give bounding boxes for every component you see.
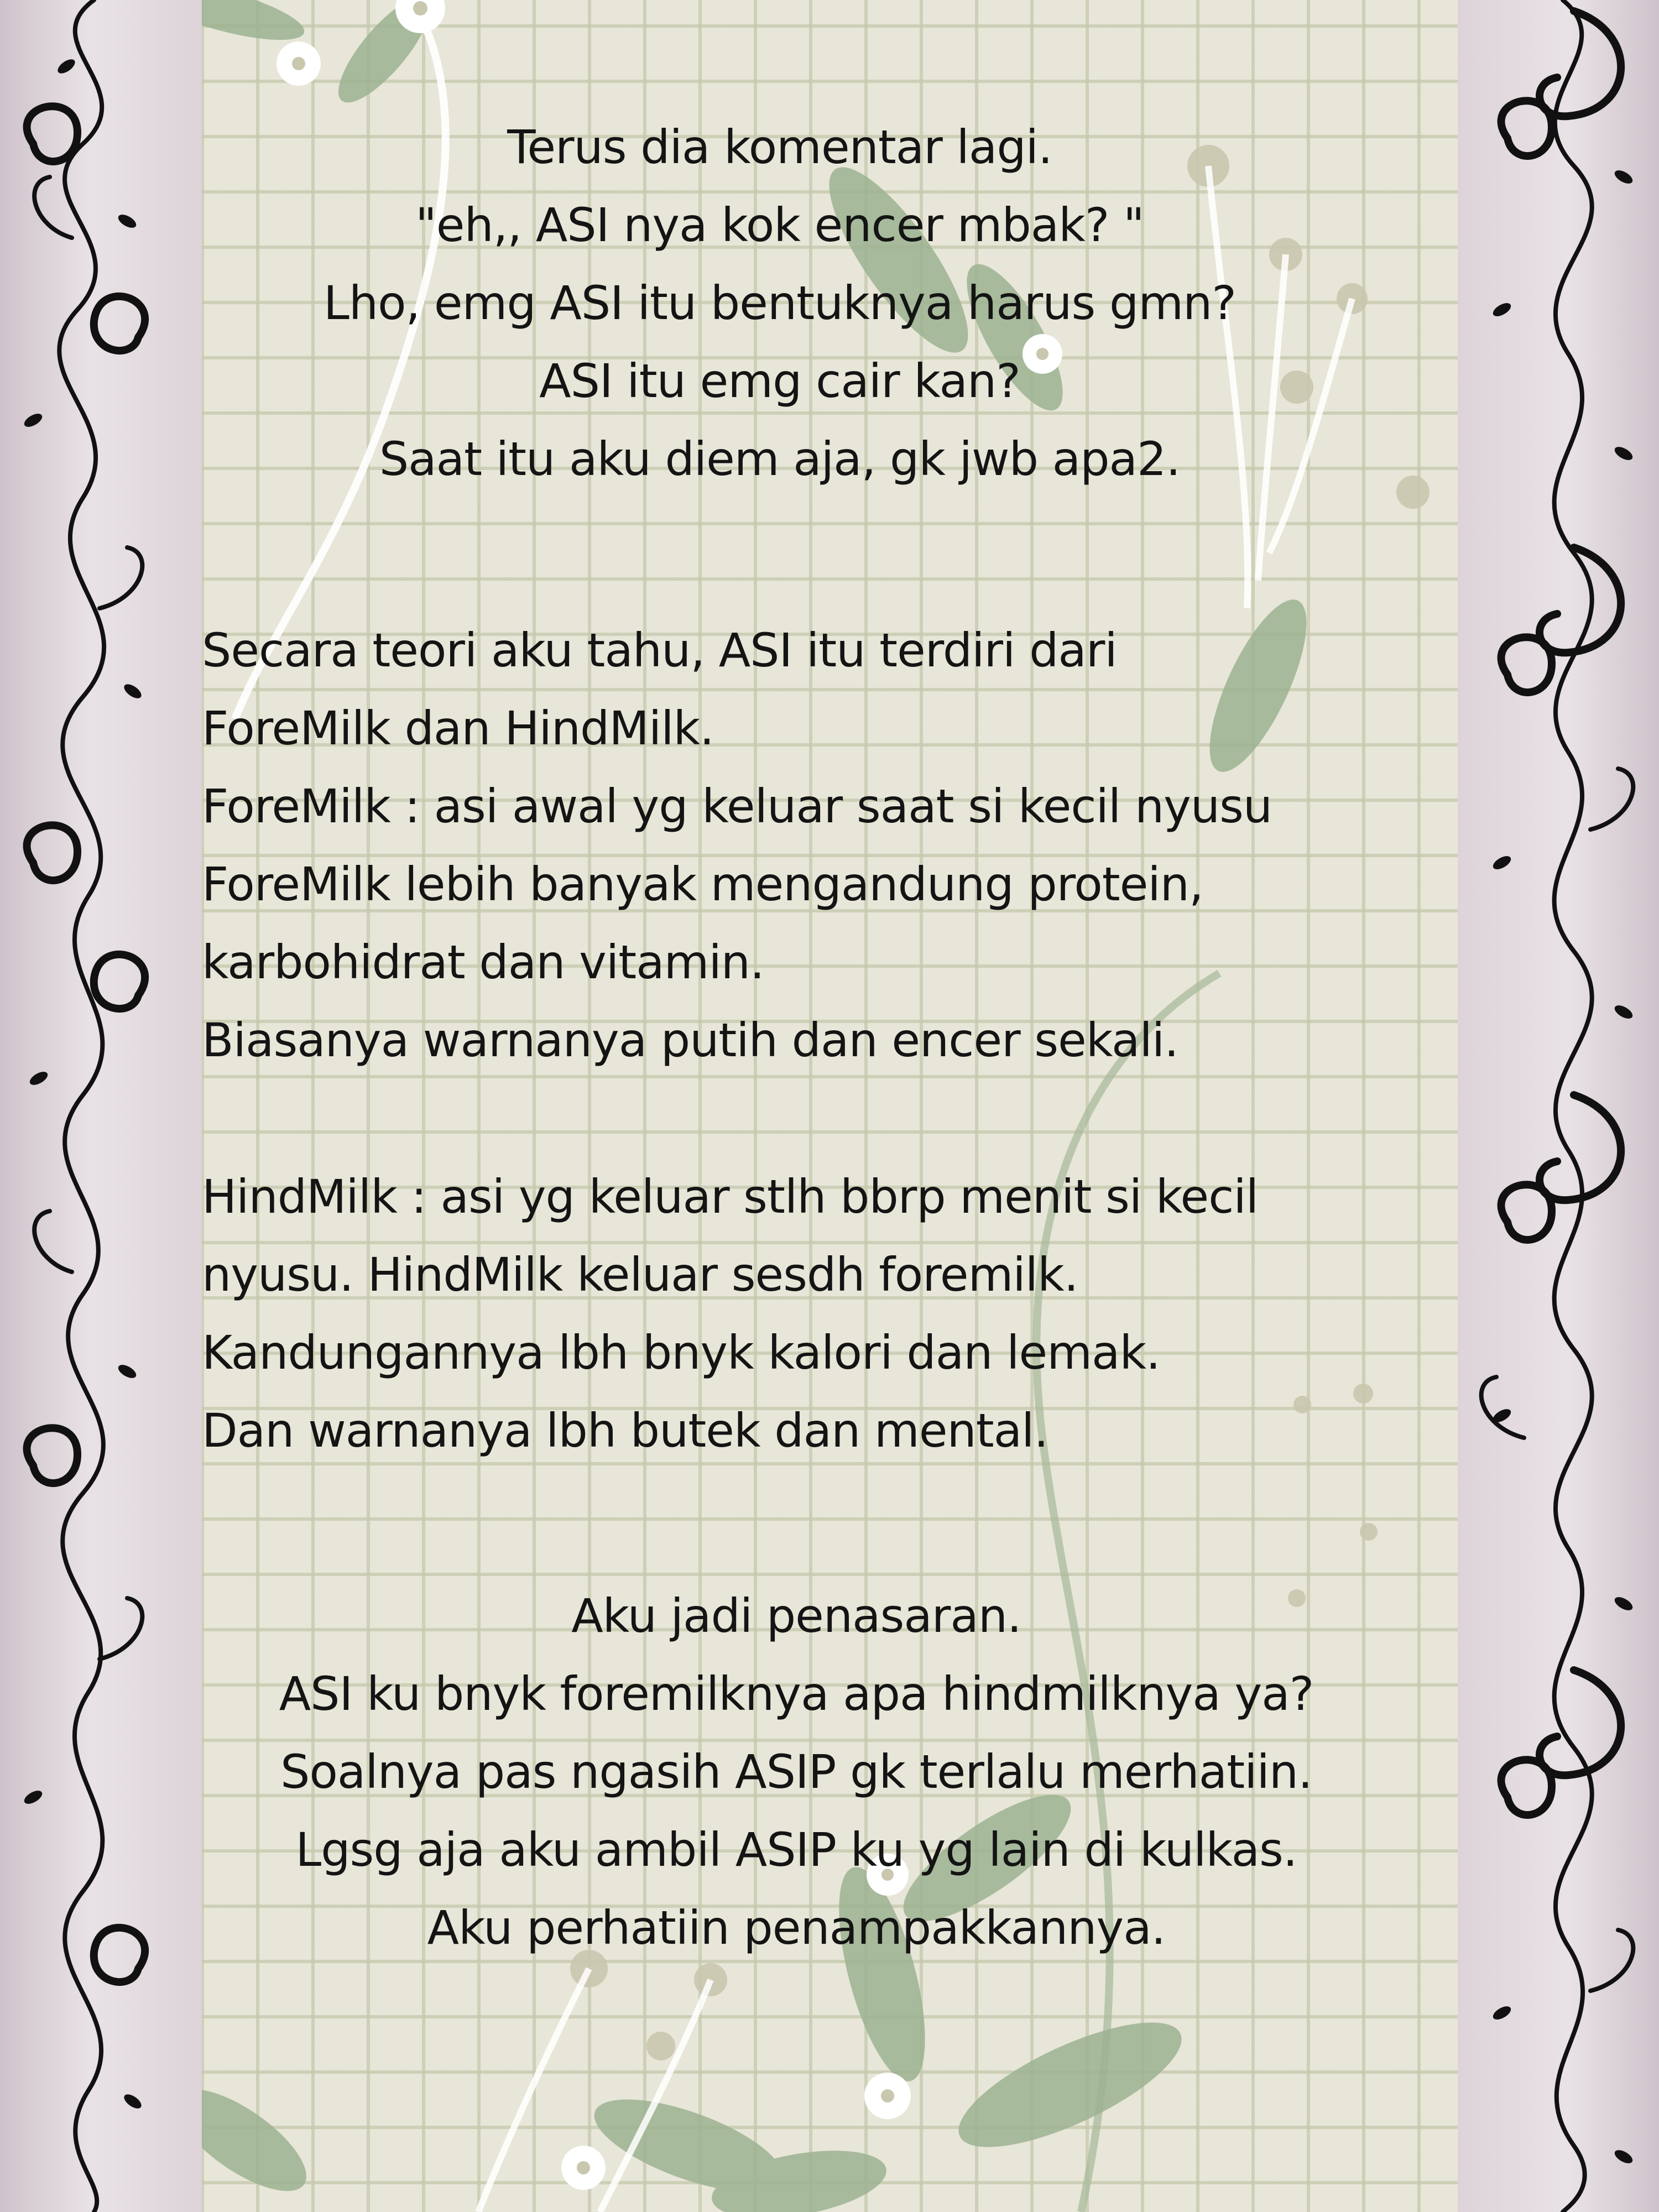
- text-line: ForeMilk lebih banyak mengandung protein,: [202, 857, 1203, 911]
- floral-vine-ornament-icon: [0, 0, 202, 2212]
- text-line: "eh,, ASI nya kok encer mbak? ": [415, 198, 1144, 252]
- text-line: HindMilk : asi yg keluar stlh bbrp menit si kecil: [202, 1170, 1259, 1224]
- text-line: Dan warnanya lbh butek dan mental.: [202, 1404, 1048, 1458]
- text-line: karbohidrat dan vitamin.: [202, 935, 764, 989]
- text-line: Lgsg aja aku ambil ASIP ku yg lain di kulkas.: [295, 1823, 1297, 1877]
- text-line: Soalnya pas ngasih ASIP gk terlalu merhatiin.: [280, 1745, 1312, 1799]
- text-line: ForeMilk : asi awal yg keluar saat si kecil nyusu: [202, 779, 1272, 833]
- hindmilk-paragraph: [202, 1158, 1474, 1470]
- text-line: Terus dia komentar lagi.: [507, 120, 1052, 174]
- text-line: ForeMilk dan HindMilk.: [202, 701, 714, 755]
- text-line: Saat itu aku diem aja, gk jwb apa2.: [379, 432, 1181, 486]
- text-line: ASI ku bnyk foremilknya apa hindmilknya ya?: [279, 1667, 1314, 1721]
- text-line: nyusu. HindMilk keluar sesdh foremilk.: [202, 1248, 1078, 1302]
- intro-paragraph: [199, 108, 1360, 498]
- left-border-panel: [0, 0, 202, 2212]
- text-line: Secara teori aku tahu, ASI itu terdiri dari: [202, 623, 1117, 677]
- text-line: Lho, emg ASI itu bentuknya harus gmn?: [324, 276, 1236, 330]
- text-line: ASI itu emg cair kan?: [539, 354, 1020, 408]
- text-line: Kandungannya lbh bnyk kalori dan lemak.: [202, 1326, 1160, 1380]
- floral-vine-ornament-icon: [1458, 0, 1659, 2212]
- right-border-panel: [1458, 0, 1659, 2212]
- text-line: Aku perhatiin penampakkannya.: [427, 1901, 1166, 1955]
- text-line: Biasanya warnanya putih dan encer sekali.: [202, 1013, 1178, 1067]
- closing-paragraph: [188, 1577, 1405, 1967]
- text-line: Aku jadi penasaran.: [571, 1589, 1021, 1643]
- foremilk-paragraph: [202, 612, 1474, 1079]
